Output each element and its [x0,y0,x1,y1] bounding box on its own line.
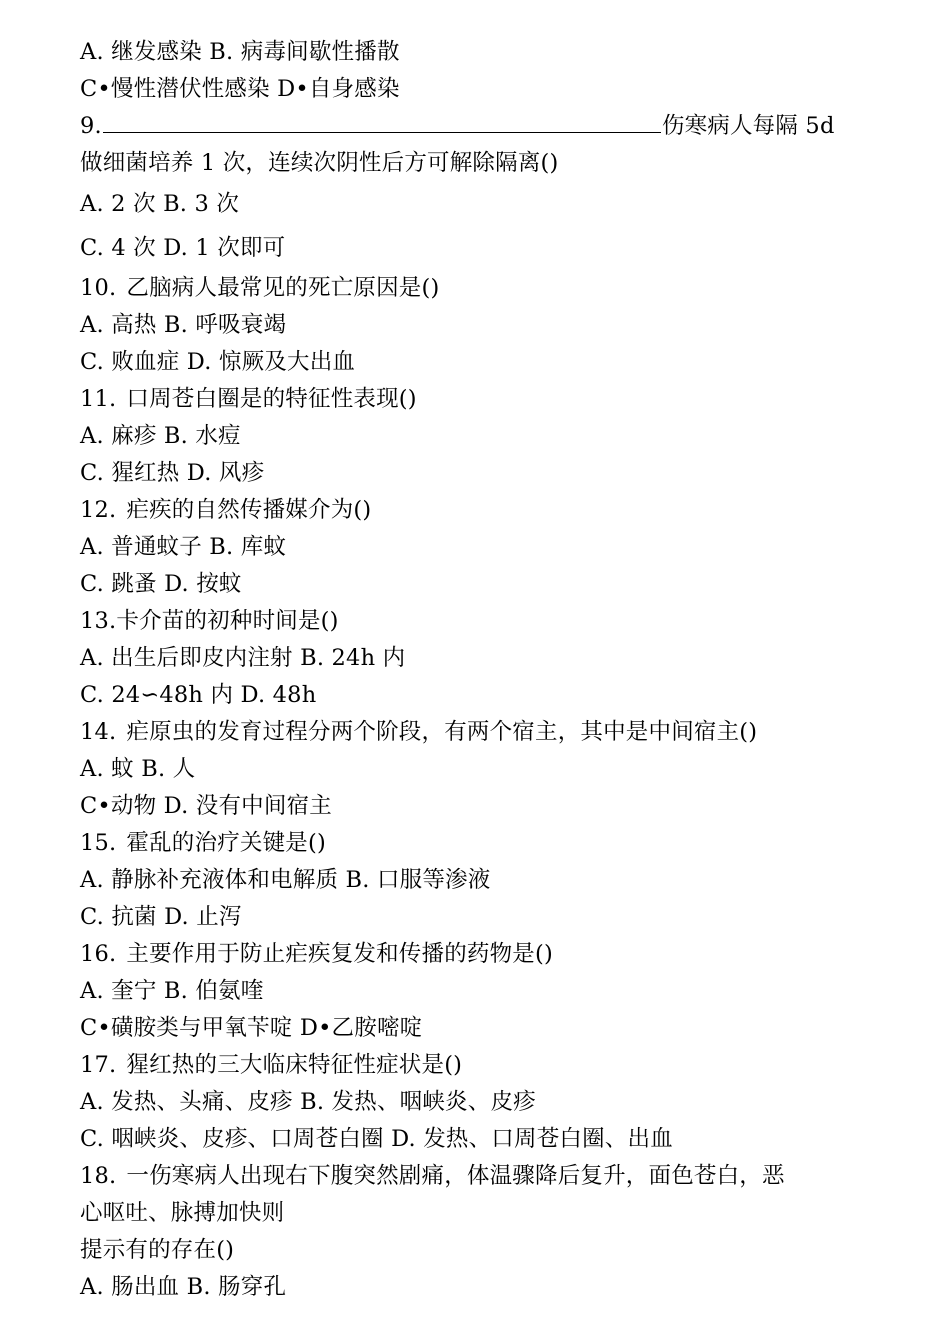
question-number: 12. [80,497,117,523]
question-text: 主要作用于防止疟疾复发和传播的药物是() [126,941,553,967]
option-line: A. 肠出血 B. 肠穿孔 [80,1274,287,1300]
question-number: 15. [80,830,117,856]
question-text: 乙脑病人最常见的死亡原因是() [126,275,440,301]
option-line: A. 蚊 B. 人 [80,756,196,782]
question-11 [80,381,870,418]
question-13: 13.卡介苗的初种时间是() [80,608,339,634]
option-line: C. 抗菌 D. 止泻 [80,904,242,930]
question-text: 疟疾的自然传播媒介为() [126,497,372,523]
option-line: A. 高热 B. 呼吸衰竭 [80,312,287,338]
option-line: C•磺胺类与甲氧苄啶 D•乙胺嘧啶 [80,1015,423,1041]
question-text: 一伤寒病人出现右下腹突然剧痛，体温骤降后复升，面色苍白，恶 [126,1163,785,1189]
option-line: C. 咽峡炎、皮疹、口周苍白圈 D. 发热、口周苍白圈、出血 [80,1126,673,1152]
option-line: C. 4 次 D. 1 次即可 [80,235,286,261]
option-line: A. 奎宁 B. 伯氨喹 [80,978,264,1004]
question-text: 伤寒病人每隔 5d [661,113,835,139]
question-16 [80,936,870,973]
question-number: 14. [80,719,117,745]
question-9-line [80,108,870,145]
option-line: A. 继发感染 B. 病毒间歇性播散 [80,39,400,65]
option-line: C. 24∽48h 内 D. 48h [80,682,317,708]
question-18 [80,1158,870,1195]
document-page [80,34,870,1306]
option-line: A. 静脉补充液体和电解质 B. 口服等渗液 [80,867,491,893]
option-line: A. 2 次 B. 3 次 [80,191,240,217]
option-line: C•慢性潜伏性感染 D•自身感染 [80,76,400,102]
question-12 [80,492,870,529]
option-line: A. 麻疹 B. 水痘 [80,423,241,449]
question-number: 11. [80,386,117,412]
question-text: 疟原虫的发育过程分两个阶段，有两个宿主，其中是中间宿主() [126,719,758,745]
question-text: 提示有的存在() [80,1237,235,1263]
question-number: 18. [80,1163,117,1189]
question-14 [80,714,870,751]
question-text: 霍乱的治疗关键是() [126,830,326,856]
question-text: 猩红热的三大临床特征性症状是() [126,1052,463,1078]
option-line: C•动物 D. 没有中间宿主 [80,793,332,819]
question-text: 口周苍白圈是的特征性表现() [126,386,417,412]
question-number: 10. [80,275,117,301]
question-number: 17. [80,1052,117,1078]
question-15 [80,825,870,862]
option-line: A. 出生后即皮内注射 B. 24h 内 [80,645,406,671]
question-text: 做细菌培养 1 次，连续次阴性后方可解除隔离() [80,150,559,176]
option-line: C. 猩红热 D. 风疹 [80,460,265,486]
option-line: C. 败血症 D. 惊厥及大出血 [80,349,356,375]
question-10 [80,270,870,307]
question-17 [80,1047,870,1084]
option-line: A. 普通蚊子 B. 库蚊 [80,534,287,560]
question-number: 9. [80,113,102,139]
fill-in-blank [103,110,661,133]
question-number: 16. [80,941,117,967]
option-line: A. 发热、头痛、皮疹 B. 发热、咽峡炎、皮疹 [80,1089,536,1115]
question-text: 心呕吐、脉搏加快则 [80,1200,285,1226]
option-line: C. 跳蚤 D. 按蚊 [80,571,242,597]
